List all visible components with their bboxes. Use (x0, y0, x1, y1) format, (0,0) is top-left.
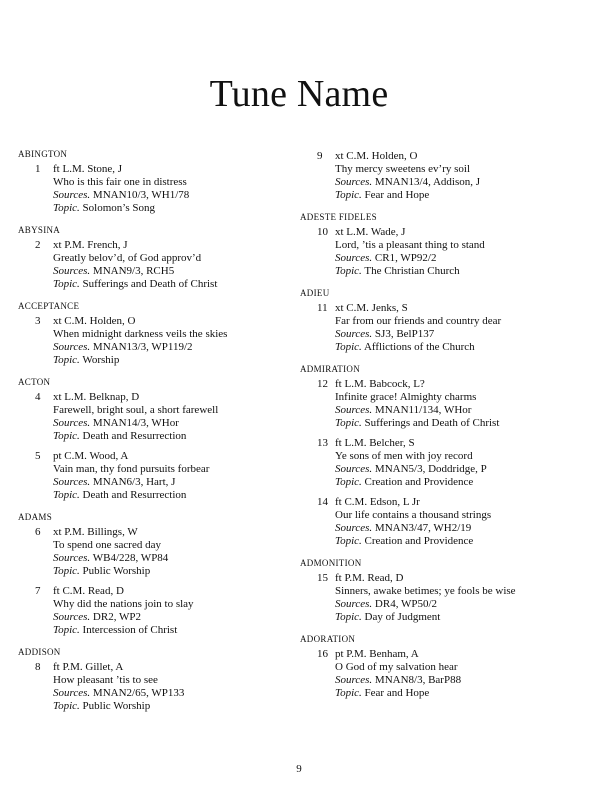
tune-group (18, 376, 290, 502)
entry-number: 13 (317, 437, 328, 449)
entry-number: 6 (35, 526, 41, 538)
tune-group-name: ABINGTON (18, 149, 68, 159)
entry-number: 4 (35, 391, 41, 403)
entry-meter-composer: ft L.M. Babcock, L? (335, 378, 425, 390)
entry-sources (335, 328, 590, 341)
entry-meter-composer: xt P.M. French, J (53, 239, 128, 251)
sources-label: Sources. (335, 598, 373, 610)
entry-topic (335, 417, 590, 430)
sources-value: DR4, WP50/2 (374, 598, 438, 610)
entry-sources (53, 341, 290, 354)
topic-value: Day of Judgment (364, 611, 441, 623)
entry-first-line: Vain man, thy fond pursuits forbear (53, 463, 210, 475)
entry-first-line: When midnight darkness veils the skies (53, 328, 228, 340)
topic-value: Public Worship (82, 565, 151, 577)
tune-entry (18, 315, 290, 367)
entry-meter-composer: ft P.M. Gillet, A (53, 661, 124, 673)
entry-number: 12 (317, 378, 328, 390)
topic-label: Topic. (335, 417, 362, 429)
tune-entry (300, 437, 590, 489)
topic-value: The Christian Church (364, 265, 460, 277)
tune-group (300, 150, 590, 202)
entry-sources (335, 252, 590, 265)
entry-sources (335, 404, 590, 417)
entry-meter-composer: xt C.M. Holden, O (53, 315, 136, 327)
tune-group-name: ADMONITION (300, 558, 362, 568)
entry-sources (53, 687, 290, 700)
entry-number: 10 (317, 226, 328, 238)
sources-label: Sources. (335, 176, 373, 188)
topic-label: Topic. (335, 341, 362, 353)
topic-label: Topic. (53, 624, 80, 636)
topic-value: Fear and Hope (364, 687, 430, 699)
sources-value: MNAN9/3, RCH5 (92, 265, 175, 277)
entry-topic (53, 278, 290, 291)
tune-group-name: ACCEPTANCE (18, 301, 80, 311)
entry-meter-composer: ft C.M. Edson, L Jr (335, 496, 420, 508)
entry-number: 1 (35, 163, 41, 175)
topic-value: Public Worship (82, 700, 151, 712)
sources-value: SJ3, BelP137 (374, 328, 435, 340)
tune-group (300, 287, 590, 354)
entry-meter-composer: pt P.M. Benham, A (335, 648, 419, 660)
entry-first-line: Ye sons of men with joy record (335, 450, 473, 462)
sources-value: MNAN8/3, BarP88 (374, 674, 462, 686)
tune-group-name: ADAMS (18, 512, 53, 522)
entry-topic (53, 202, 290, 215)
entry-first-line: Who is this fair one in distress (53, 176, 187, 188)
sources-label: Sources. (335, 522, 373, 534)
tune-entry (300, 302, 590, 354)
sources-label: Sources. (335, 252, 373, 264)
tune-entry (18, 585, 290, 637)
tune-group (18, 646, 290, 713)
left-column (18, 148, 290, 713)
entry-number: 11 (317, 302, 328, 314)
topic-label: Topic. (53, 700, 80, 712)
tune-group-name: ADESTE FIDELES (300, 212, 377, 222)
entry-meter-composer: ft L.M. Belcher, S (335, 437, 415, 449)
entry-first-line: Sinners, awake betimes; ye fools be wise (335, 585, 516, 597)
sources-value: MNAN2/65, WP133 (92, 687, 185, 699)
entry-first-line: How pleasant ’tis to see (53, 674, 158, 686)
entry-topic (53, 489, 290, 502)
topic-value: Solomon’s Song (82, 202, 155, 214)
sources-value: MNAN14/3, WHor (92, 417, 179, 429)
sources-value: MNAN5/3, Doddridge, P (374, 463, 487, 475)
topic-label: Topic. (335, 535, 362, 547)
entry-topic (53, 624, 290, 637)
entry-first-line: Lord, ’tis a pleasant thing to stand (335, 239, 485, 251)
entry-sources (53, 265, 290, 278)
sources-value: MNAN3/47, WH2/19 (374, 522, 472, 534)
sources-value: MNAN11/134, WHor (374, 404, 472, 416)
entry-number: 3 (35, 315, 41, 327)
entry-topic (335, 687, 590, 700)
entry-topic (53, 700, 290, 713)
tune-entry (300, 150, 590, 202)
tune-group (18, 300, 290, 367)
tune-entry (18, 526, 290, 578)
entry-topic (335, 189, 590, 202)
entry-first-line: Our life contains a thousand strings (335, 509, 492, 521)
sources-label: Sources. (53, 552, 91, 564)
sources-label: Sources. (335, 674, 373, 686)
sources-label: Sources. (335, 328, 373, 340)
tune-group (18, 224, 290, 291)
tune-group (300, 363, 590, 548)
tune-group-name: ADMIRATION (300, 364, 360, 374)
entry-meter-composer: ft L.M. Stone, J (53, 163, 123, 175)
tune-entry (300, 496, 590, 548)
tune-entry (18, 239, 290, 291)
entry-first-line: Infinite grace! Almighty charms (335, 391, 477, 403)
tune-group (18, 511, 290, 637)
topic-value: Intercession of Christ (82, 624, 178, 636)
entry-meter-composer: ft P.M. Read, D (335, 572, 404, 584)
sources-label: Sources. (335, 404, 373, 416)
entry-topic (335, 476, 590, 489)
sources-value: DR2, WP2 (92, 611, 142, 623)
right-column (300, 150, 590, 700)
tune-entry (18, 163, 290, 215)
entry-sources (53, 476, 290, 489)
entry-sources (335, 176, 590, 189)
topic-label: Topic. (53, 430, 80, 442)
topic-label: Topic. (53, 489, 80, 501)
sources-label: Sources. (53, 687, 91, 699)
entry-meter-composer: xt P.M. Billings, W (53, 526, 138, 538)
tune-group-name: ADIEU (300, 288, 330, 298)
entry-meter-composer: xt C.M. Holden, O (335, 150, 418, 162)
page-title: Tune Name (209, 73, 389, 115)
topic-value: Sufferings and Death of Christ (364, 417, 500, 429)
entry-topic (335, 265, 590, 278)
entry-sources (53, 611, 290, 624)
topic-value: Death and Resurrection (82, 430, 187, 442)
entry-number: 8 (35, 661, 41, 673)
entry-first-line: To spend one sacred day (53, 539, 161, 551)
entry-topic (335, 611, 590, 624)
tune-entry (18, 661, 290, 713)
topic-value: Fear and Hope (364, 189, 430, 201)
tune-group-name: ADORATION (300, 634, 356, 644)
entry-number: 5 (35, 450, 41, 462)
sources-label: Sources. (53, 341, 91, 353)
entry-number: 2 (35, 239, 41, 251)
topic-label: Topic. (335, 189, 362, 201)
tune-group (300, 211, 590, 278)
tune-entry (300, 572, 590, 624)
entry-number: 15 (317, 572, 328, 584)
entry-first-line: Greatly belov’d, of God approv’d (53, 252, 202, 264)
sources-label: Sources. (53, 476, 91, 488)
entry-number: 7 (35, 585, 41, 597)
entry-number: 9 (317, 150, 323, 162)
topic-label: Topic. (335, 611, 362, 623)
tune-entry (18, 391, 290, 443)
tune-entry (300, 648, 590, 700)
entry-meter-composer: xt L.M. Wade, J (335, 226, 406, 238)
entry-topic (53, 565, 290, 578)
topic-value: Death and Resurrection (82, 489, 187, 501)
sources-value: MNAN13/4, Addison, J (374, 176, 481, 188)
entry-topic (335, 535, 590, 548)
topic-label: Topic. (335, 265, 362, 277)
sources-value: CR1, WP92/2 (374, 252, 437, 264)
entry-sources (53, 189, 290, 202)
entry-first-line: Farewell, bright soul, a short farewell (53, 404, 219, 416)
entry-topic (335, 341, 590, 354)
tune-group (18, 148, 290, 215)
topic-label: Topic. (335, 687, 362, 699)
topic-label: Topic. (53, 202, 80, 214)
sources-label: Sources. (53, 611, 91, 623)
topic-value: Creation and Providence (364, 476, 474, 488)
tune-entry (18, 450, 290, 502)
sources-label: Sources. (53, 417, 91, 429)
sources-label: Sources. (335, 463, 373, 475)
tune-group (300, 557, 590, 624)
entry-sources (335, 522, 590, 535)
topic-value: Afflictions of the Church (363, 341, 475, 353)
entry-first-line: O God of my salvation hear (335, 661, 458, 673)
entry-meter-composer: ft C.M. Read, D (53, 585, 124, 597)
sources-value: MNAN10/3, WH1/78 (92, 189, 190, 201)
tune-entry (300, 226, 590, 278)
sources-value: MNAN13/3, WP119/2 (92, 341, 193, 353)
topic-label: Topic. (53, 565, 80, 577)
page-number: 9 (296, 763, 302, 775)
entry-first-line: Far from our friends and country dear (335, 315, 502, 327)
tune-group-name: ADDISON (18, 647, 61, 657)
topic-value: Creation and Providence (364, 535, 474, 547)
topic-label: Topic. (53, 278, 80, 290)
topic-value: Sufferings and Death of Christ (82, 278, 218, 290)
entry-meter-composer: pt C.M. Wood, A (53, 450, 129, 462)
entry-meter-composer: xt L.M. Belknap, D (53, 391, 140, 403)
sources-value: WB4/228, WP84 (92, 552, 169, 564)
entry-sources (335, 674, 590, 687)
entry-sources (335, 463, 590, 476)
entry-meter-composer: xt C.M. Jenks, S (335, 302, 408, 314)
entry-topic (53, 430, 290, 443)
entry-first-line: Why did the nations join to slay (53, 598, 194, 610)
entry-topic (53, 354, 290, 367)
sources-value: MNAN6/3, Hart, J (92, 476, 176, 488)
entry-sources (53, 552, 290, 565)
tune-entry (300, 378, 590, 430)
entry-sources (53, 417, 290, 430)
topic-label: Topic. (53, 354, 80, 366)
topic-value: Worship (82, 354, 120, 366)
entry-sources (335, 598, 590, 611)
sources-label: Sources. (53, 265, 91, 277)
entry-number: 14 (317, 496, 328, 508)
entry-first-line: Thy mercy sweetens ev’ry soil (335, 163, 471, 175)
tune-group-name: ABYSINA (18, 225, 61, 235)
sources-label: Sources. (53, 189, 91, 201)
topic-label: Topic. (335, 476, 362, 488)
entry-number: 16 (317, 648, 328, 660)
tune-group-name: ACTON (18, 377, 51, 387)
tune-group (300, 633, 590, 700)
